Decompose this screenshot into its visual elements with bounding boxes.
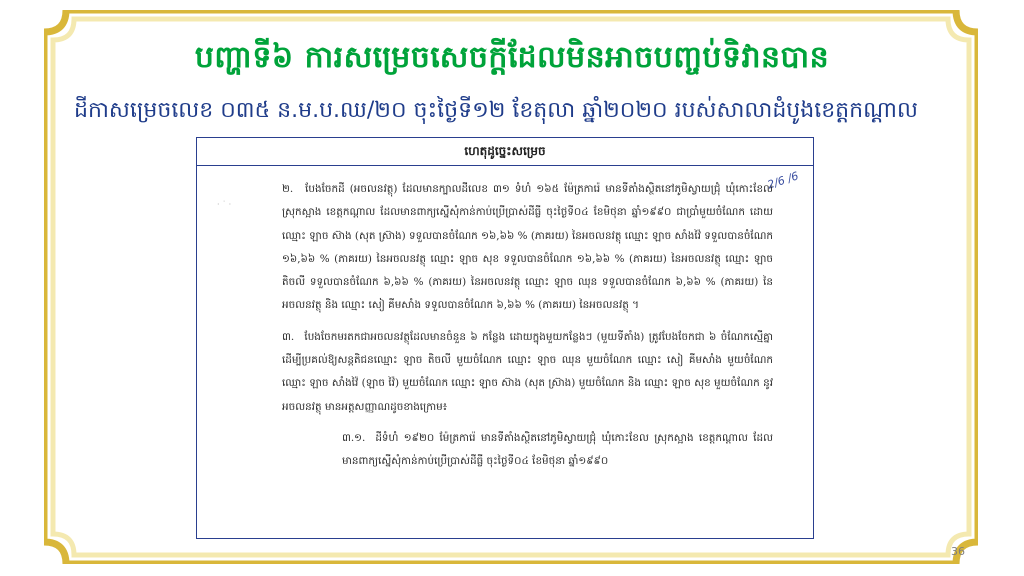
paragraph-2: [282, 178, 773, 318]
paragraph-3: [282, 326, 773, 419]
paragraph-number: ២.: [282, 183, 294, 195]
document-body: [197, 178, 813, 474]
subparagraph-number: ៣.១.: [342, 431, 366, 444]
document-header: ហេតុដូច្នេះសម្រេច: [197, 138, 813, 166]
handwritten-note: 2/6 /6: [765, 169, 801, 192]
subparagraph-text: ដីទំហំ ១៩២០ ម៉ែត្រការ៉េ មានទីតាំងស្ថិតនៅភូមិស្វាយជ្រុំ ឃុំកោះខែល ស្រុកស្អាង ខេត្តកណ្តាល ដែលមានពាក្យស្នើសុំកាន់កាប់ប្រើប្រាស់ដីធ្លី ចុះថ្ងៃទី០៤ ខែមិថុនា ឆ្នាំ១៩៩០: [342, 431, 773, 468]
slide-subtitle: ដីកាសម្រេចលេខ ០៣៥ ន.ម.ប.ឈ/២០ ចុះថ្ងៃទី១២ ខែតុលា ឆ្នាំ២០២០ របស់សាលាដំបូងខេត្តកណ្តាល: [74, 98, 918, 123]
slide-title: បញ្ហាទី៦ ការសម្រេចសេចក្តីដែលមិនអាចបញ្ចប់ទិវានបាន: [194, 40, 830, 75]
scanned-document-excerpt: [196, 137, 814, 539]
paragraph-text: បែងចែកមរតកជាអចលនវត្ថុដែលមានចំនួន ៦ កន្លែង ដោយក្នុងមួយកន្លែងៗ (មួយទីតាំង) ត្រូវបែងចែកជា ៦ ចំណែកស្មើគ្នា ដើម្បីប្រគល់ឱ្យសន្តតិជនឈ្មោះ ឡាច តិចលី មួយចំណែក ឈ្មោះ ឡាច ឈុន មួយចំណែក ឈ្មោះ សៀ គីមសាំង មួយចំណែក ឈ្មោះ ឡាច សាំងវ៉ៃ (ឡាច វ៉ៃ) មួយចំណែក ឈ្មោះ ឡាច ស៊ាង (សុត ស្រ៊ាង) មួយចំណែក និង ឈ្មោះ ឡាច សុខ មួយចំណែក នូវអចលនវត្ថុ មានអត្តសញ្ញាណដូចខាងក្រោម៖: [282, 330, 773, 413]
page-number: 36: [951, 545, 965, 558]
paragraph-number: ៣.: [282, 330, 295, 343]
paragraph-text: បែងចែកដី (អចលនវត្ថុ) ដែលមានក្បាលដីលេខ ៣១ ទំហំ ១៦៥ ម៉ែត្រការ៉េ មានទីតាំងស្ថិតនៅភូមិស្វាយជ្រុំ ឃុំកោះខែល ស្រុកស្អាង ខេត្តកណ្តាល ដែលមានពាក្យស្នើសុំកាន់កាប់ប្រើប្រាស់ដីធ្លី ចុះថ្ងៃទី០៤ ខែមិថុនា ឆ្នាំ១៩៩០ ជាប្រាំមួយចំណែក ដោយឈ្មោះ ឡាច ស៊ាង (សុត ស្រ៊ាង) ទទួលបានចំណែក ១៦,៦៦ % (ភាគរយ) នៃអចលនវត្ថុ ឈ្មោះ ឡាច សាំងវ៉ៃ ទទួលបានចំណែក ១៦,៦៦ % (ភាគរយ) នៃអចលនវត្ថុ ឈ្មោះ ឡាច សុខ ទទួលបានចំណែក ១៦,៦៦ % (ភាគរយ) នៃអចលនវត្ថុ ឈ្មោះ ឡាច តិចលី ទទួលបានចំណែក ៦,៦៦ % (ភាគរយ) នៃអចលនវត្ថុ ឈ្មោះ ឡាច ឈុន ទទួលបានចំណែក ៦,៦៦ % (ភាគរយ) នៃអចលនវត្ថុ និង ឈ្មោះ សៀ គីមសាំង ទទួលបានចំណែក ៦,៦៦ % (ភាគរយ) នៃអចលនវត្ថុ ។: [282, 183, 773, 312]
scan-speck: · ˙ ·: [217, 200, 232, 209]
subparagraph-3-1: [342, 427, 773, 474]
